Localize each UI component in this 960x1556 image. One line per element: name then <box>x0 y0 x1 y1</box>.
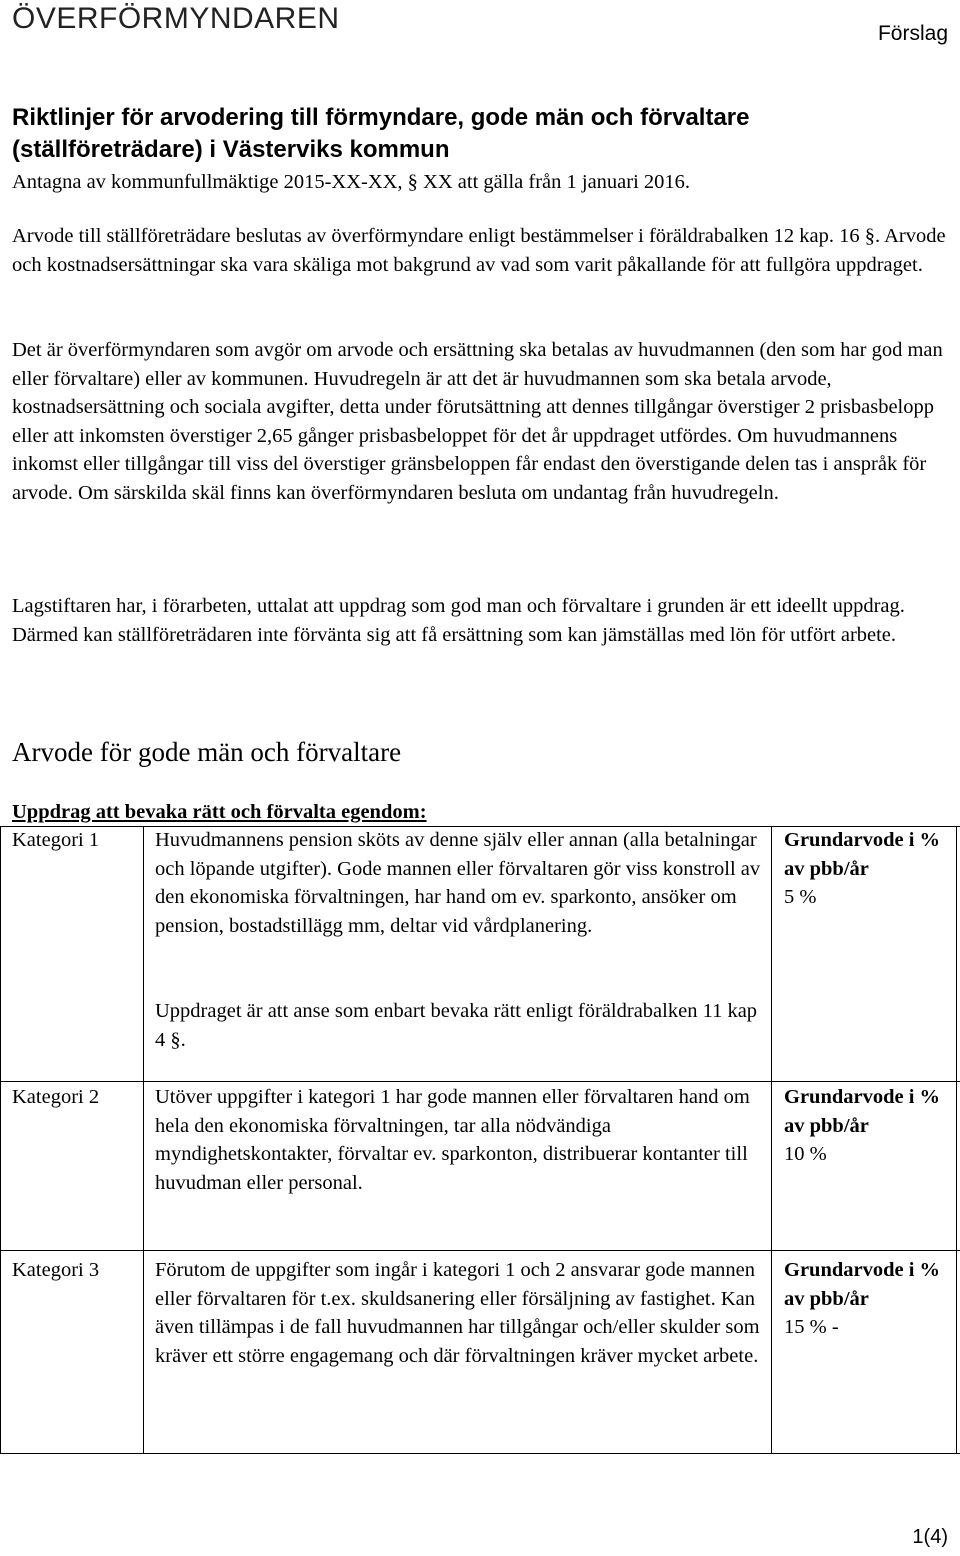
table-row <box>0 1083 960 1250</box>
paragraph-3: Lagstiftaren har, i förarbeten, uttalat att uppdrag som god man och förvaltare i grunden är ett ideellt uppdrag. Därmed kan ställföreträdaren inte förvänta sig att få ersättning som kan jämställas med lön för utfört arbete. <box>12 595 905 646</box>
draft-label: Förslag <box>877 22 948 45</box>
table-border-bottom <box>0 1453 960 1454</box>
adopted-line: Antagna av kommunfullmäktige 2015-XX-XX, § XX att gälla från 1 januari 2016. <box>12 171 691 193</box>
category-name: Kategori 3 <box>12 1259 100 1281</box>
fee-value: 5 % <box>784 886 817 908</box>
category-description: Förutom de uppgifter som ingår i kategori 1 och 2 ansvarar gode mannen eller förvaltaren för t.ex. skuldsanering eller försäljning av fastighet. Kan även tillämpas i de fall huvudmannen har tillgångar och/eller skulder som kräver ett större engagemang och där förvaltningen kräver mycket arbete. <box>155 1259 760 1367</box>
category-description: Huvudmannens pension sköts av denne själv eller annan (alla betalningar och löpande utgifter). Gode mannen eller förvaltaren gör viss konstroll av den ekonomiska förvaltningen, har hand om ev. sparkonto, ansöker om pension, bostadstillägg mm, deltar vid vårdplanering. <box>155 829 761 937</box>
category-name: Kategori 1 <box>12 829 100 851</box>
table-divider <box>0 1250 960 1251</box>
fee-label: Grundarvode i % av pbb/år <box>784 829 941 880</box>
fee-label: Grundarvode i % av pbb/år <box>784 1086 941 1137</box>
fee-label: Grundarvode i % av pbb/år <box>784 1259 941 1310</box>
assignment-heading: Uppdrag att bevaka rätt och förvalta egendom: <box>12 801 427 823</box>
paragraph-1: Arvode till ställföreträdare beslutas av överförmyndare enligt bestämmelser i föräldrabalken 12 kap. 16 §. Arvode och kostnadsersättningar ska vara skäliga mot bakgrund av vad som varit påkallande för att fullgöra uppdraget. <box>12 225 946 276</box>
fee-value: 10 % <box>784 1143 827 1165</box>
table-divider <box>0 1081 960 1082</box>
paragraph-2: Det är överförmyndaren som avgör om arvode och ersättning ska betalas av huvudmannen (den som har god man eller förvaltare) eller av kommunen. Huvudregeln är att det är huvudmannen som ska betala arvode, kostnadsersättning och sociala avgifter, detta under förutsättning att dennes tillgångar överstiger 2 prisbasbelopp eller att inkomsten överstiger 2,65 gånger prisbasbeloppet för det år uppdraget utfördes. Om huvudmannens inkomst eller tillgångar till viss del överstiger gränsbeloppen får endast den överstigande delen tas i anspråk för arvode. Om särskilda skäl finns kan överförmyndaren besluta om undantag från huvudregeln. <box>12 339 943 504</box>
section-heading: Arvode för gode män och förvaltare <box>12 737 402 767</box>
table-row <box>0 826 960 1081</box>
category-note: Uppdraget är att anse som enbart bevaka rätt enligt föräldrabalken 11 kap 4 §. <box>155 1000 758 1051</box>
fee-value: 15 % - <box>784 1316 839 1338</box>
category-name: Kategori 2 <box>12 1086 100 1108</box>
table-row <box>0 1256 960 1453</box>
logo: ÖVERFÖRMYNDAREN <box>12 2 340 35</box>
document-title: Riktlinjer för arvodering till förmyndare, gode män och förvaltare (ställföreträdare) i Västerviks kommun <box>12 104 750 163</box>
page-number: 1(4) <box>912 1526 948 1548</box>
category-description: Utöver uppgifter i kategori 1 har gode mannen eller förvaltaren hand om hela den ekonomiska förvaltningen, tar alla nödvändiga myndighetskontakter, förvaltar ev. sparkonton, distribuerar kontanter till huvudman eller personal. <box>155 1086 750 1194</box>
